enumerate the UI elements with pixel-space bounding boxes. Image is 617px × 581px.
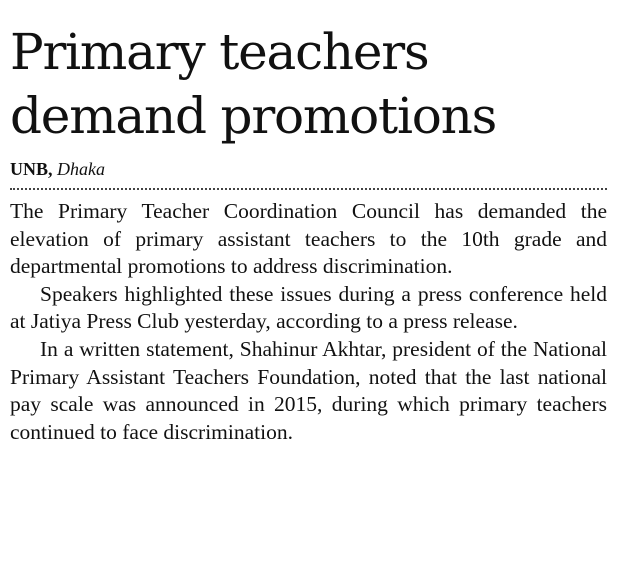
byline [10,158,607,180]
headline-line-2: demand promotions [10,87,497,145]
headline-line-1: Primary teachers [10,23,429,81]
headline [10,20,607,148]
paragraph-1: The Primary Teacher Coordination Council has demanded the elevation of primary assistant teachers to the 10th grade and departmental promotions to address discrimination. [10,199,607,279]
paragraph-2: Speakers highlighted these issues during a press conference held at Jatiya Press Club yesterday, according to a press release. [10,281,607,334]
news-article [10,0,607,446]
paragraph-3: In a written statement, Shahinur Akhtar, president of the National Primary Assistant Teachers Foundation, noted that the last national pay scale was announced in 2015, during which primary teachers continued to face discrimination. [10,336,607,444]
article-body [10,198,607,446]
byline-agency: UNB, [10,159,53,179]
dotted-divider [10,188,607,190]
byline-place: Dhaka [57,159,106,179]
